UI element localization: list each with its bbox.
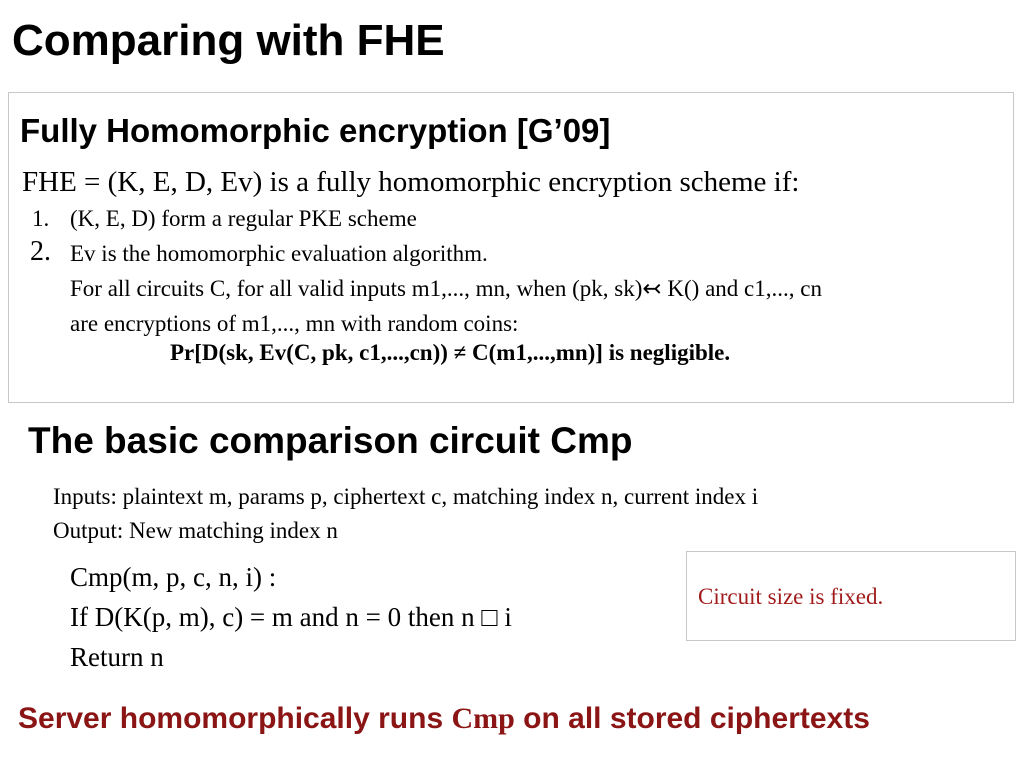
bottom-text-before: Server homomorphically runs bbox=[18, 702, 452, 735]
bottom-text-cmp: Cmp bbox=[451, 702, 515, 735]
negligible-statement: Pr[D(sk, Ev(C, pk, c1,...,cn)) ≠ C(m1,...,mn)] is negligible. bbox=[170, 340, 731, 365]
code-line-1: Cmp(m, p, c, n, i) : bbox=[70, 562, 277, 592]
slide-title: Comparing with FHE bbox=[12, 16, 445, 65]
list-item-1: (K, E, D) form a regular PKE scheme bbox=[70, 206, 417, 231]
list-item-2: Ev is the homomorphic evaluation algorithm. bbox=[70, 241, 488, 266]
list-item-2-line2: For all circuits C, for all valid inputs m1,..., mn, when (pk, sk)↢ K() and c1,..., cn bbox=[70, 276, 822, 301]
output-line: Output: New matching index n bbox=[53, 518, 338, 543]
cmp-heading: The basic comparison circuit Cmp bbox=[28, 420, 633, 461]
code-line-3: Return n bbox=[70, 642, 164, 672]
list-number-2: 2. bbox=[30, 236, 51, 267]
fhe-definition: FHE = (K, E, D, Ev) is a fully homomorphic encryption scheme if: bbox=[22, 166, 800, 198]
note-text: Circuit size is fixed. bbox=[698, 584, 884, 609]
code-line-2: If D(K(p, m), c) = m and n = 0 then n □ i bbox=[70, 602, 512, 632]
inputs-line: Inputs: plaintext m, params p, ciphertext c, matching index n, current index i bbox=[53, 484, 759, 509]
fhe-heading: Fully Homomorphic encryption [G’09] bbox=[20, 112, 611, 149]
bottom-statement bbox=[18, 702, 870, 736]
list-item-2-line3: are encryptions of m1,..., mn with random coins: bbox=[70, 311, 519, 336]
list-number-1: 1. bbox=[32, 206, 50, 231]
bottom-text-after: on all stored ciphertexts bbox=[514, 702, 870, 735]
